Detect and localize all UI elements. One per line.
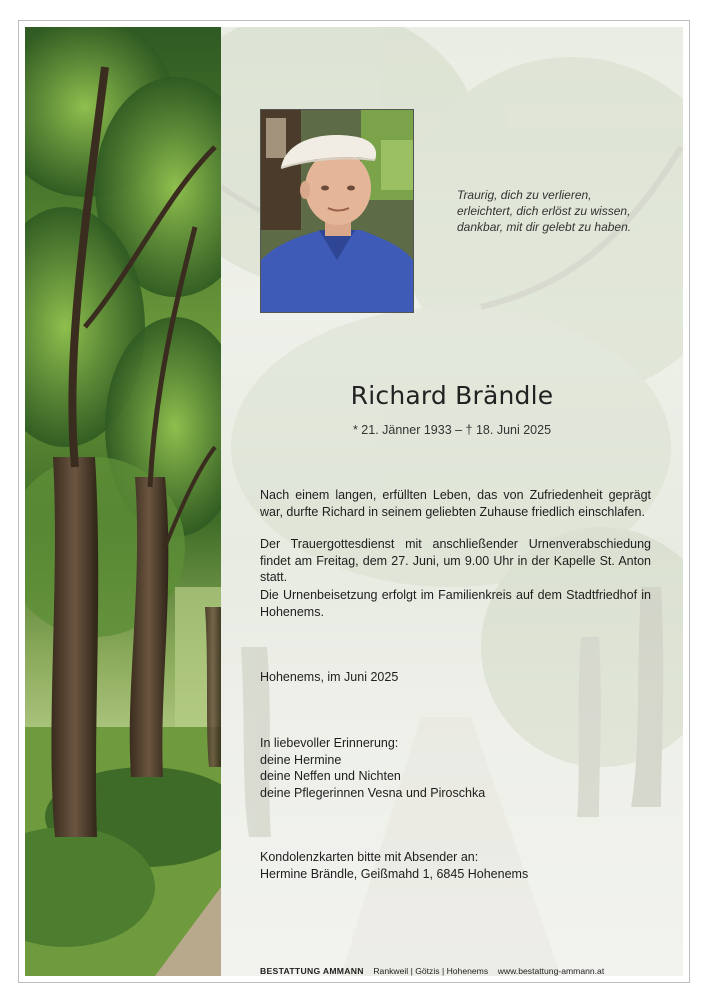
- portrait-illustration: [261, 110, 413, 312]
- mourners-heading: In liebevoller Erinnerung:: [260, 736, 399, 750]
- obituary-card: [18, 20, 690, 983]
- card-inner: [25, 27, 683, 976]
- mourner-line: deine Hermine: [260, 752, 342, 767]
- portrait-photo: [260, 109, 414, 313]
- condolence-heading: Kondolenzkarten bitte mit Absender an:: [260, 850, 479, 864]
- place-date: Hohenems, im Juni 2025: [260, 670, 399, 684]
- mourner-line: deine Neffen und Nichten: [260, 769, 401, 783]
- burial-paragraph: Die Urnenbeisetzung erfolgt im Familienkreis auf dem Stadtfriedhof in Hohenems.: [260, 588, 651, 619]
- condolence-info: [260, 849, 651, 882]
- funeral-home-locations: Rankweil | Götzis | Hohenems: [373, 966, 489, 976]
- funeral-home-name: BESTATTUNG AMMANN: [260, 966, 364, 976]
- memorial-quote: [457, 187, 662, 235]
- quote-line: erleichtert, dich erlöst zu wissen,: [457, 204, 631, 218]
- mourner-line: deine Pflegerinnen Vesna und Piroschka: [260, 785, 486, 800]
- funeral-service-paragraph: Der Trauergottesdienst mit anschließender Urnenverabschiedung findet am Freitag, dem 27. Juni, um 9.00 Uhr in der Kapelle St. Anton statt.: [260, 537, 651, 584]
- life-dates: * 21. Jänner 1933 – † 18. Juni 2025: [352, 423, 552, 437]
- quote-line: dankbar, mit dir gelebt zu haben.: [457, 220, 632, 234]
- footer: [260, 966, 604, 976]
- announcement-paragraph: Nach einem langen, erfüllten Leben, das von Zufriedenheit geprägt war, durfte Richard in seinem geliebten Zuhause friedlich einschlafen.: [260, 488, 651, 519]
- condolence-address: Hermine Brändle, Geißmahd 1, 6845 Hohenems: [260, 866, 529, 881]
- funeral-home-website[interactable]: www.bestattung-ammann.at: [497, 966, 605, 976]
- obituary-content: [25, 27, 683, 976]
- mourners-list: [260, 735, 651, 801]
- quote-line: Traurig, dich zu verlieren,: [457, 188, 592, 202]
- deceased-name: Richard Brändle: [350, 381, 554, 410]
